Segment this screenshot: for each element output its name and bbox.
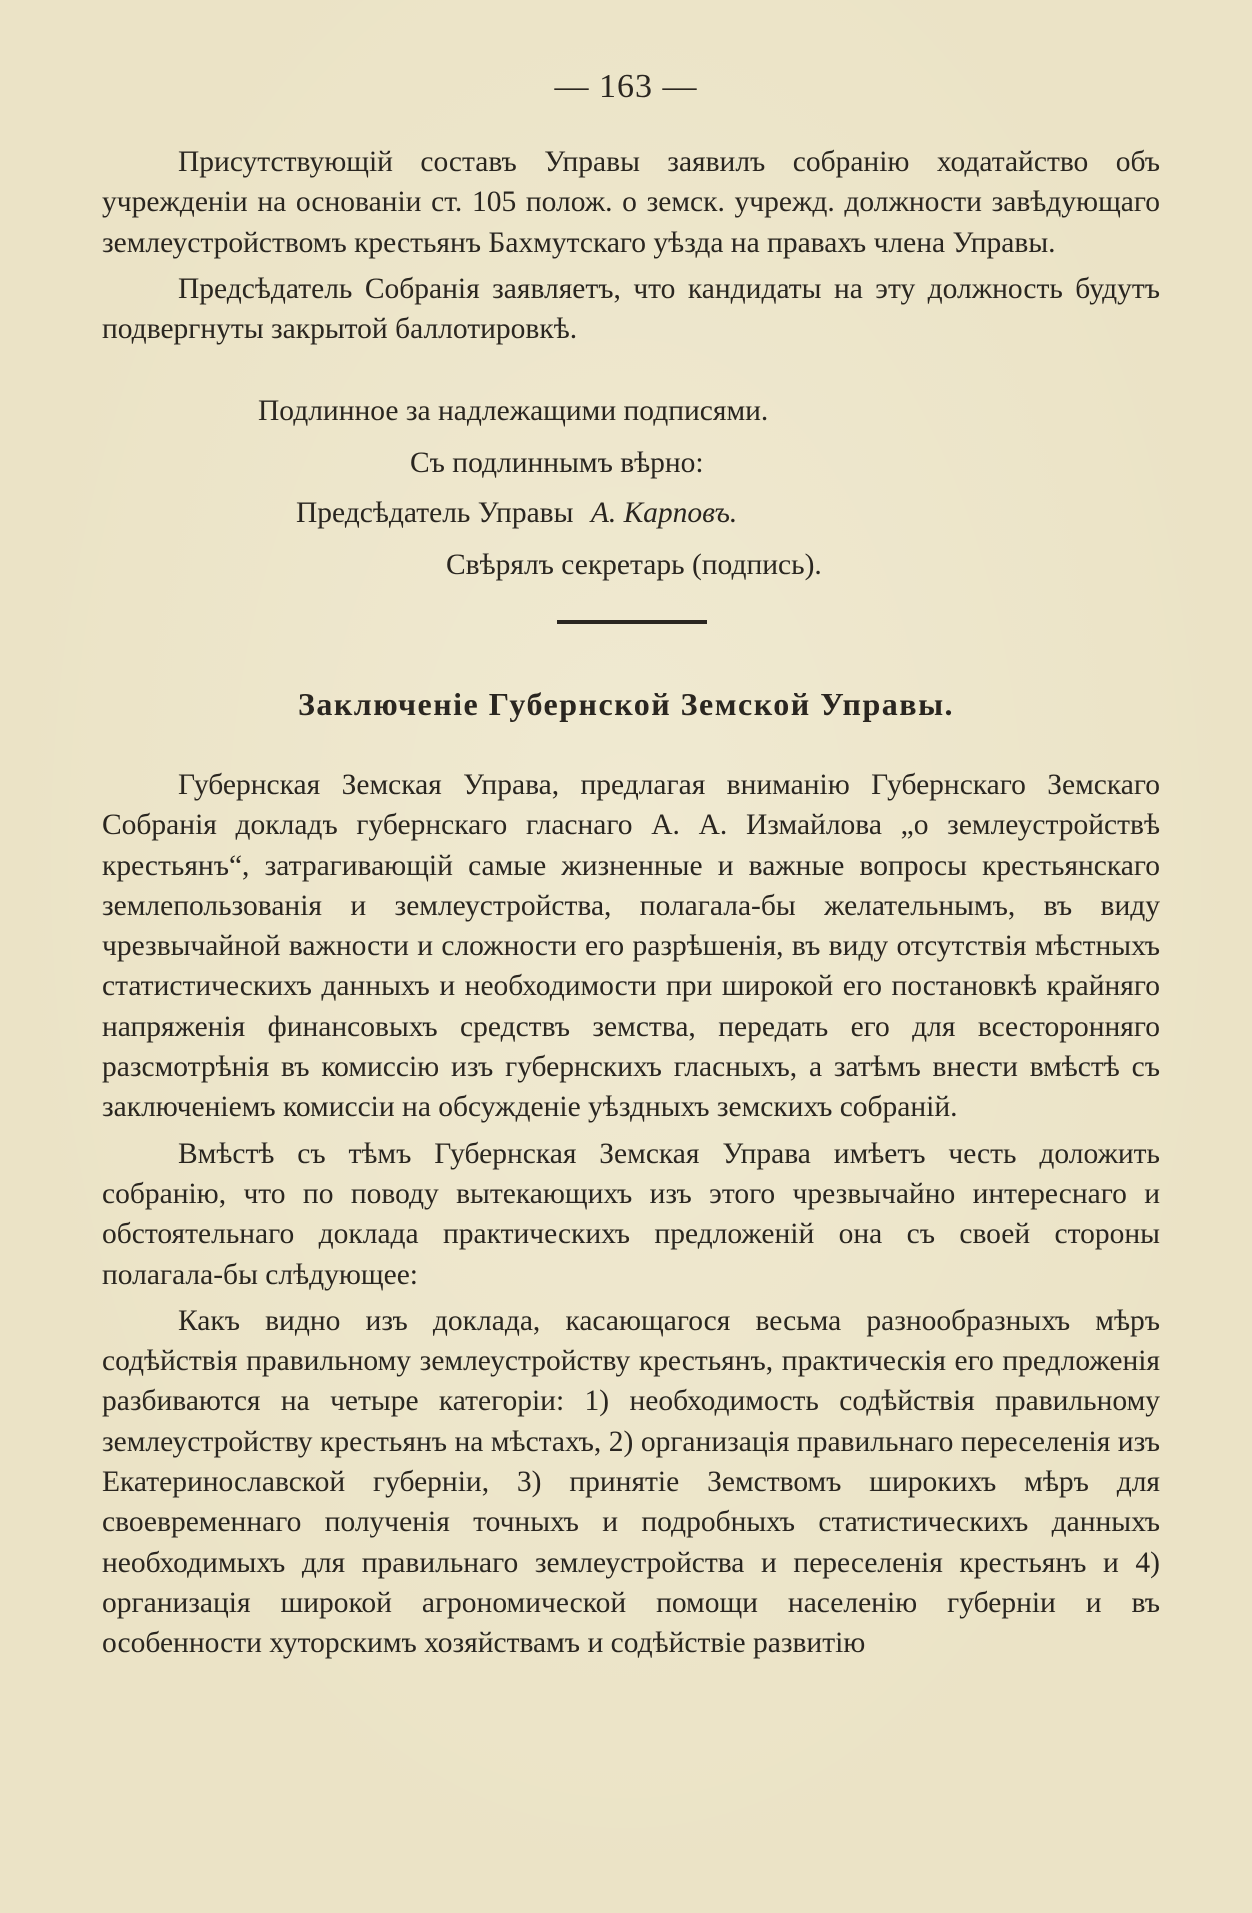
section-divider (557, 620, 707, 624)
paragraph-chairman-statement: Предсѣдатель Собранія заявляетъ, что кандидаты на эту должность будутъ подвергнуты закрытой баллотировкѣ. (102, 272, 1160, 346)
page-number: — 163 — (554, 68, 698, 105)
chairman-label: Предсѣдатель Управы (296, 497, 574, 529)
paragraph-petition: Присутствующій составъ Управы заявилъ собранію ходатайство объ учрежденіи на основаніи ст. 105 полож. о земск. учрежд. должности завѣдующаго землеустройствомъ крестьянъ Бахмутскаго уѣзда на правахъ члена Управы. (102, 146, 1160, 259)
top-text-block (102, 142, 1160, 355)
paragraph-conclusion-intro: Губернская Земская Управа, предлагая вниманію Губернскаго Земскаго Собранія докладъ губернскаго гласнаго А. А. Измайлова „о землеустройствѣ крестьянъ“, затрагивающій самые жизненные и важные вопросы крестьянскаго землепользованія и землеустройства, полагала-бы желательнымъ, въ виду чрезвычайной важности и сложности его разрѣшенія, въ виду отсутствія мѣстныхъ статистическихъ данныхъ и необходимости при широкой его постановкѣ крайняго напряженія финансовыхъ средствъ земства, передать его для всесторонняго разсмотрѣнія въ комиссію изъ губернскихъ гласныхъ, а затѣмъ внести вмѣстѣ съ заключеніемъ комиссіи на обсужденіе уѣздныхъ земскихъ собраній. (102, 769, 1160, 1124)
chairman-signature-line (296, 493, 737, 533)
certified-true-line: Съ подлиннымъ вѣрно: (410, 447, 704, 479)
secretary-line: Свѣрялъ секретарь (подпись). (446, 549, 822, 581)
paragraph-categories: Какъ видно изъ доклада, касающагося весьма разнообразныхъ мѣръ содѣйствія правильному землеустройству крестьянъ, практическія его предложенія разбиваются на четыре категоріи: 1) необходимость содѣйствія правильному землеустройству крестьянъ на мѣстахъ, 2) организація правильнаго переселенія изъ Екатеринославской губерніи, 3) принятіе Земствомъ широкихъ мѣръ для своевременнаго полученія точныхъ и подробныхъ статистическихъ данныхъ необходимыхъ для правильнаго землеустройства и переселенія крестьянъ и 4) организація широкой агрономической помощи населенію губерніи и въ особенности хуторскимъ хозяйствамъ и содѣйствіе развитію (102, 1304, 1160, 1660)
original-signatures-line: Подлинное за надлежащими подписями. (258, 395, 769, 427)
body-text-block (102, 765, 1160, 1670)
chairman-name: А. Карповъ. (590, 497, 738, 529)
section-heading: Заключеніе Губернской Земской Управы. (297, 686, 955, 722)
paragraph-proposals-intro: Вмѣстѣ съ тѣмъ Губернская Земская Управа имѣетъ честь доложить собранію, что по поводу вытекающихъ изъ этого чрезвычайно интереснаго и обстоятельнаго доклада практическихъ предложеній она съ своей стороны полагала-бы слѣдующее: (102, 1137, 1160, 1291)
